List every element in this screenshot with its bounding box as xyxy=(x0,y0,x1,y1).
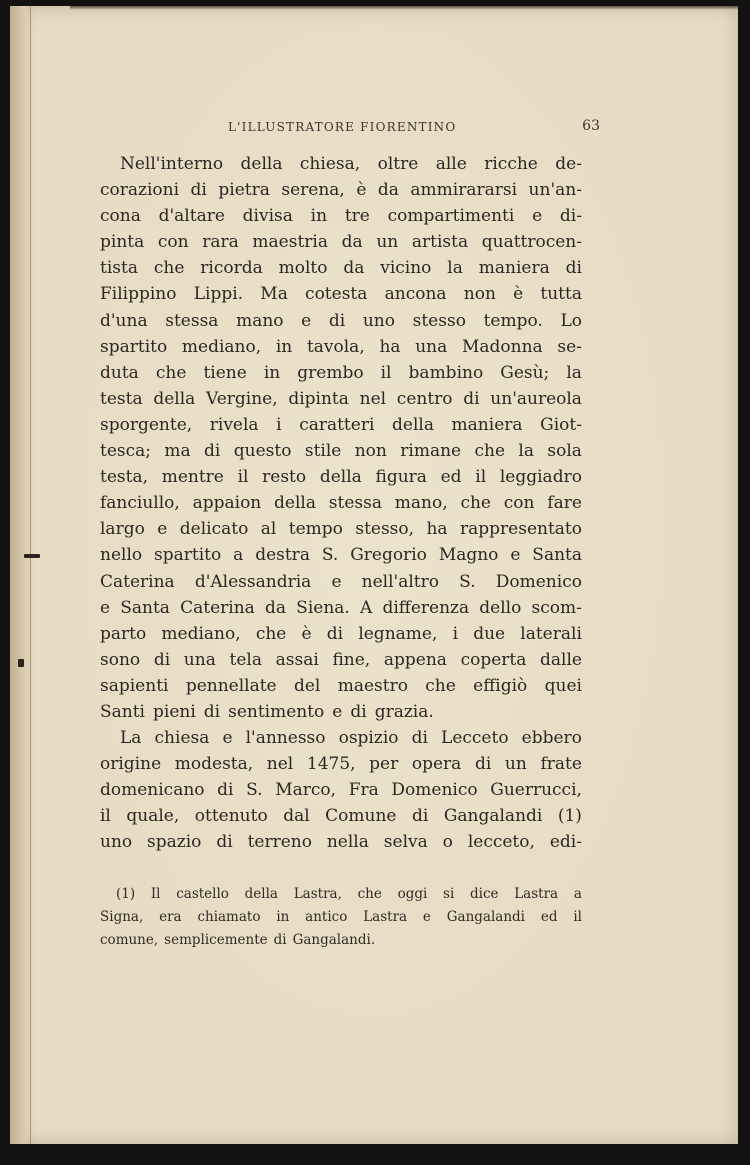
word: quattrocen- xyxy=(481,232,582,253)
word: fine, xyxy=(332,649,371,670)
word: centro xyxy=(396,388,453,409)
word: spazio xyxy=(147,832,202,853)
text-line xyxy=(100,699,582,725)
text-line xyxy=(100,673,582,699)
word: di xyxy=(326,623,344,644)
word: mano xyxy=(236,310,284,331)
word: comune, xyxy=(100,932,159,948)
word: una xyxy=(183,649,216,670)
text-line xyxy=(100,725,582,751)
text-line xyxy=(100,255,582,281)
word: ed xyxy=(540,909,558,925)
word: in xyxy=(275,336,293,357)
word: ricorda xyxy=(200,258,263,279)
word: sono xyxy=(100,649,141,670)
word: oltre xyxy=(377,154,419,174)
word: sporgente, xyxy=(100,414,193,435)
word: dalle xyxy=(540,649,582,670)
text-line xyxy=(100,803,582,829)
word: Caterina xyxy=(100,571,175,592)
word: vicino xyxy=(380,258,432,279)
word: rappresentato xyxy=(460,519,582,540)
word: cona xyxy=(100,206,141,227)
text-line xyxy=(100,906,582,929)
word: e xyxy=(157,519,168,540)
word: e xyxy=(332,701,343,722)
word: un'aureola xyxy=(490,388,582,409)
word: origine xyxy=(100,754,162,775)
word: fanciullo, xyxy=(100,493,180,514)
word: della xyxy=(240,154,283,174)
word: è xyxy=(301,623,312,644)
word: differenza xyxy=(382,597,470,618)
binding-mark xyxy=(18,659,24,667)
word: Fra xyxy=(348,780,379,801)
word: effigiò xyxy=(473,675,528,696)
word: chiesa, xyxy=(299,154,361,174)
word: Filippino xyxy=(100,284,177,305)
word: tre xyxy=(344,206,370,227)
word: pinta xyxy=(100,232,145,253)
word: pennellate xyxy=(185,675,277,696)
word: di xyxy=(203,701,221,722)
word: chiesa xyxy=(154,728,210,749)
word: frate xyxy=(540,754,582,775)
word: duta xyxy=(100,362,139,383)
word: di xyxy=(217,780,234,801)
word: era xyxy=(159,909,182,925)
text-line xyxy=(100,516,582,542)
word: che xyxy=(460,493,491,514)
word: dipinta xyxy=(288,388,349,409)
word: de- xyxy=(555,154,582,174)
word: pietra xyxy=(218,180,270,201)
word: A xyxy=(359,597,373,618)
word: opera xyxy=(411,754,462,775)
word: ma xyxy=(164,441,191,462)
word: modesta, xyxy=(174,754,254,775)
word: tavola, xyxy=(306,336,365,357)
word: è xyxy=(356,180,367,201)
word: nel xyxy=(359,388,387,409)
word: e xyxy=(331,571,342,592)
text-line xyxy=(100,151,582,177)
word: stesso xyxy=(412,310,466,331)
word: il xyxy=(380,362,392,383)
word: Gesù; xyxy=(500,362,550,383)
running-header xyxy=(80,116,600,138)
word: tesca; xyxy=(100,441,151,462)
word: e xyxy=(100,597,111,618)
word: chiamato xyxy=(197,909,261,925)
word: a xyxy=(573,886,582,902)
word: Gangalandi. xyxy=(292,932,376,948)
word: il xyxy=(100,806,111,827)
word: di xyxy=(463,388,480,409)
word: in xyxy=(263,362,281,383)
word: ricche xyxy=(484,154,538,174)
word: Lastra xyxy=(363,909,408,925)
word: Giot- xyxy=(540,414,582,435)
word: e xyxy=(222,728,233,749)
word: il xyxy=(475,467,487,488)
word: la xyxy=(518,441,534,462)
word: mentre xyxy=(161,467,224,488)
word: delicato xyxy=(179,519,249,540)
word: divisa xyxy=(242,206,293,227)
word: appena xyxy=(383,649,447,670)
word: della xyxy=(392,414,434,435)
word: spartito xyxy=(100,336,168,357)
word: un xyxy=(376,232,399,253)
word: i xyxy=(452,623,458,644)
word: Siena. xyxy=(296,597,350,618)
word: questo xyxy=(233,441,292,462)
word: il xyxy=(573,909,582,925)
word: da xyxy=(264,597,286,618)
word: Guerrucci, xyxy=(490,780,582,801)
word: maniera xyxy=(478,258,550,279)
word: Santa xyxy=(532,545,582,566)
word: antico xyxy=(305,909,348,925)
word: cotesta xyxy=(305,284,368,305)
word: non xyxy=(463,284,496,305)
text-line xyxy=(100,829,582,855)
word: della xyxy=(153,388,196,409)
word: d'Alessandria xyxy=(194,571,312,592)
word: Gregorio xyxy=(350,545,427,566)
word: da xyxy=(341,232,363,253)
word: della xyxy=(274,493,316,514)
word: e xyxy=(422,909,431,925)
word: leggiadro xyxy=(499,467,582,488)
word: testa, xyxy=(100,467,148,488)
word: oggi xyxy=(397,886,428,902)
word: che xyxy=(357,886,382,902)
text-line xyxy=(100,438,582,464)
word: con xyxy=(503,493,535,514)
word: rimane xyxy=(400,441,462,462)
text-line xyxy=(100,177,582,203)
word: 1475, xyxy=(306,754,356,775)
word: il xyxy=(237,467,249,488)
word: nella xyxy=(326,832,369,853)
text-line xyxy=(100,464,582,490)
word: Lastra xyxy=(514,886,559,902)
word: Caterina xyxy=(180,597,255,618)
word: stesso, xyxy=(355,519,415,540)
word: Vergine, xyxy=(205,388,278,409)
word: maestro xyxy=(337,675,408,696)
word: Comune xyxy=(325,806,397,827)
word: Lecceto xyxy=(441,728,509,749)
text-line xyxy=(100,751,582,777)
word: assai xyxy=(275,649,319,670)
page-number: 63 xyxy=(582,118,600,134)
word: che xyxy=(155,362,187,383)
word: ha xyxy=(379,336,401,357)
word: caratteri xyxy=(299,414,375,435)
text-line xyxy=(100,308,582,334)
word: della xyxy=(244,886,278,902)
word: rivela xyxy=(209,414,259,435)
word: in xyxy=(276,909,290,925)
word: di xyxy=(328,310,346,331)
word: ammirararsi xyxy=(410,180,518,201)
word: Domenico xyxy=(495,571,582,592)
word: largo xyxy=(100,519,145,540)
word: ha xyxy=(426,519,448,540)
word: Gangalandi xyxy=(446,909,526,925)
word: di xyxy=(204,441,221,462)
word: una xyxy=(415,336,448,357)
word: maniera xyxy=(451,414,523,435)
word: resto xyxy=(262,467,307,488)
word: nello xyxy=(100,545,143,566)
word: di xyxy=(153,649,171,670)
word: appaion xyxy=(192,493,262,514)
word: serena, xyxy=(281,180,345,201)
footnote xyxy=(100,883,582,952)
word: di xyxy=(273,932,287,948)
word: tempo. xyxy=(483,310,543,331)
word: in xyxy=(310,206,328,227)
word: mediano, xyxy=(161,623,241,644)
word: un'an- xyxy=(528,180,582,201)
text-line xyxy=(100,203,582,229)
word: Gangalandi xyxy=(443,806,543,827)
word: stessa xyxy=(165,310,219,331)
word: l'annesso xyxy=(245,728,326,749)
word: due xyxy=(473,623,506,644)
word: laterali xyxy=(520,623,582,644)
word: un xyxy=(504,754,527,775)
word: quei xyxy=(544,675,582,696)
word: sapienti xyxy=(100,675,169,696)
word: coperta xyxy=(460,649,527,670)
word: Lippi. xyxy=(193,284,244,305)
word: si xyxy=(443,886,455,902)
word: quale, xyxy=(126,806,180,827)
word: fare xyxy=(547,493,582,514)
word: Lo xyxy=(560,310,582,331)
word: la xyxy=(447,258,463,279)
page-top-shadow xyxy=(70,6,738,10)
text-line xyxy=(100,360,582,386)
word: d'altare xyxy=(158,206,225,227)
word: Marco, xyxy=(275,780,337,801)
word: terreno xyxy=(247,832,312,853)
word: legname, xyxy=(358,623,438,644)
word: mediano, xyxy=(181,336,262,357)
word: ed xyxy=(440,467,462,488)
word: Signa, xyxy=(100,909,144,925)
word: Domenico xyxy=(391,780,478,801)
word: e xyxy=(510,545,521,566)
word: di xyxy=(350,701,367,722)
word: tutta xyxy=(540,284,582,305)
word: uno xyxy=(100,832,133,853)
word: parto xyxy=(100,623,147,644)
word: ancona xyxy=(384,284,447,305)
word: scom- xyxy=(531,597,582,618)
word: pieni xyxy=(153,701,196,722)
text-line xyxy=(100,569,582,595)
word: Santa xyxy=(120,597,170,618)
text-line xyxy=(100,229,582,255)
word: tempo xyxy=(288,519,343,540)
word: ebbero xyxy=(521,728,582,749)
text-line xyxy=(100,542,582,568)
word: a xyxy=(233,545,244,566)
word: alle xyxy=(435,154,467,174)
word: non xyxy=(354,441,387,462)
text-line xyxy=(100,595,582,621)
text-line xyxy=(100,412,582,438)
word: di- xyxy=(559,206,582,227)
word: Nell'interno xyxy=(120,154,224,174)
word: castello xyxy=(176,886,229,902)
text-line xyxy=(100,883,582,906)
word: destra xyxy=(255,545,310,566)
word: Santi xyxy=(100,701,145,722)
running-title: L'ILLUSTRATORE FIORENTINO xyxy=(228,120,457,134)
word: d'una xyxy=(100,310,148,331)
word: S. xyxy=(459,571,476,592)
page-gutter-edge xyxy=(10,6,31,1144)
word: di xyxy=(216,832,233,853)
word: al xyxy=(260,519,277,540)
word: edi- xyxy=(549,832,582,853)
word: che xyxy=(153,258,185,279)
text-line xyxy=(100,281,582,307)
word: Il xyxy=(150,886,161,902)
word: dice xyxy=(469,886,499,902)
word: con xyxy=(157,232,189,253)
word: sentimento xyxy=(228,701,325,722)
word: di xyxy=(411,728,428,749)
word: se- xyxy=(557,336,582,357)
word: stile xyxy=(304,441,342,462)
word: nell'altro xyxy=(361,571,439,592)
word: di xyxy=(474,754,492,775)
word: ospizio xyxy=(338,728,399,749)
word: Lastra, xyxy=(293,886,342,902)
word: stessa xyxy=(328,493,382,514)
word: Madonna xyxy=(461,336,543,357)
word: di xyxy=(190,180,207,201)
word: per xyxy=(369,754,399,775)
word: S. xyxy=(246,780,263,801)
word: che xyxy=(425,675,456,696)
word: spartito xyxy=(154,545,222,566)
word: (1) xyxy=(557,806,582,827)
word: tista xyxy=(100,258,138,279)
word: grazia. xyxy=(374,701,434,722)
word: i xyxy=(276,414,282,435)
word: lecceto, xyxy=(467,832,535,853)
word: artista xyxy=(411,232,469,253)
text-line xyxy=(100,777,582,803)
word: e xyxy=(532,206,543,227)
word: ottenuto xyxy=(194,806,268,827)
word: maestria xyxy=(252,232,328,253)
word: uno xyxy=(362,310,395,331)
word: da xyxy=(343,258,365,279)
word: semplicemente xyxy=(164,932,268,948)
word: da xyxy=(377,180,399,201)
word: sola xyxy=(547,441,582,462)
word: la xyxy=(566,362,582,383)
word: che xyxy=(255,623,287,644)
word: del xyxy=(293,675,321,696)
word: compartimenti xyxy=(387,206,515,227)
word: rara xyxy=(202,232,239,253)
word: corazioni xyxy=(100,180,180,201)
word: tela xyxy=(229,649,262,670)
word: di xyxy=(411,806,429,827)
main-text xyxy=(100,151,582,856)
word: Ma xyxy=(260,284,288,305)
text-line xyxy=(100,621,582,647)
word: è xyxy=(513,284,524,305)
word: della xyxy=(319,467,362,488)
word: di xyxy=(565,258,582,279)
word: nel xyxy=(266,754,294,775)
word: mano, xyxy=(394,493,448,514)
word: e xyxy=(301,310,312,331)
binding-mark xyxy=(24,554,40,558)
word: molto xyxy=(278,258,328,279)
word: S. xyxy=(321,545,339,566)
text-line xyxy=(100,929,582,952)
text-line xyxy=(100,647,582,673)
word: bambino xyxy=(408,362,484,383)
word: La xyxy=(120,728,142,749)
word: Magno xyxy=(438,545,499,566)
word: tiene xyxy=(203,362,247,383)
text-line xyxy=(100,386,582,412)
word: dal xyxy=(283,806,310,827)
word: domenicano xyxy=(100,780,205,801)
word: dello xyxy=(479,597,522,618)
text-line xyxy=(100,490,582,516)
text-line xyxy=(100,334,582,360)
word: che xyxy=(474,441,506,462)
word: grembo xyxy=(297,362,364,383)
word: testa xyxy=(100,388,143,409)
word: figura xyxy=(375,467,427,488)
word: o xyxy=(442,832,453,853)
word: (1) xyxy=(116,886,136,902)
word: selva xyxy=(383,832,428,853)
